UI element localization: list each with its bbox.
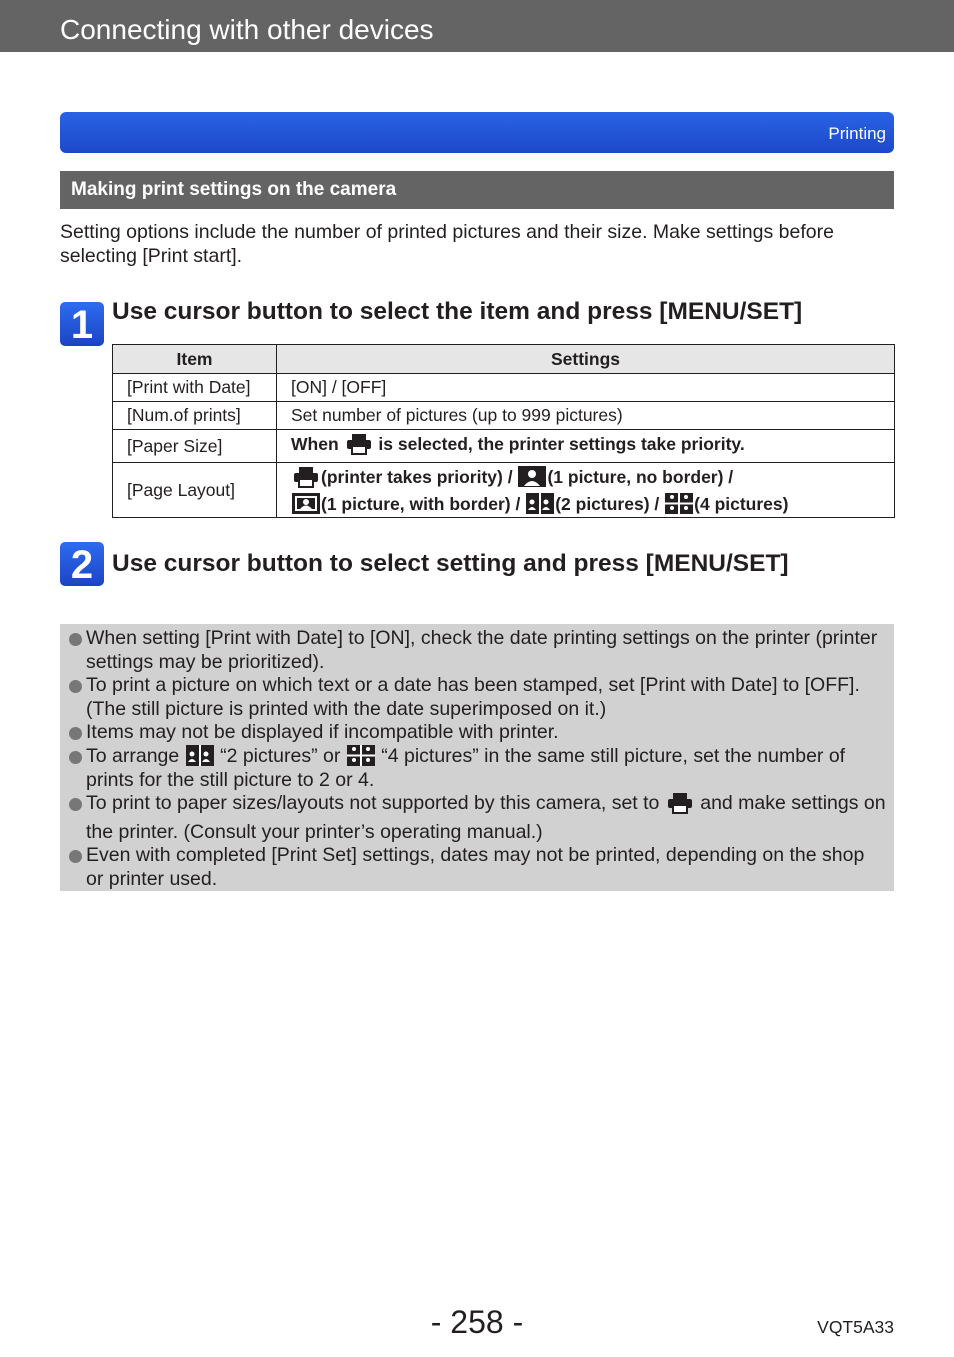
bullet-icon: [69, 850, 82, 863]
table-header-item: Item: [113, 345, 277, 374]
table-cell-item: [Page Layout]: [113, 463, 277, 518]
list-item: [69, 792, 886, 844]
step-1-title: Use cursor button to select the item and press [MENU/SET]: [112, 298, 803, 325]
note-text: Even with completed [Print Set] settings, dates may not be printed, depending on the shop or printer used.: [86, 844, 865, 890]
bullet-icon: [69, 751, 82, 764]
note-text: When setting [Print with Date] to [ON], check the date printing settings on the printer (printer settings may be prioritized).: [86, 627, 878, 673]
page-header: [0, 0, 954, 52]
list-item: [69, 721, 886, 745]
layout-1-border-icon: [292, 493, 320, 514]
table-cell-item: [Num.of prints]: [113, 402, 277, 430]
table-cell-setting: Set number of pictures (up to 999 pictures): [277, 402, 895, 430]
layout-2-icon: [526, 493, 554, 514]
list-item: [69, 627, 886, 674]
notes-box: [60, 624, 894, 891]
note-text: and make settings on the printer. (Consult your printer’s operating manual.): [86, 792, 886, 843]
paper-size-when: When: [291, 433, 339, 454]
table-cell-setting: [ON] / [OFF]: [277, 374, 895, 402]
table-row: [113, 374, 895, 402]
subheading: Making print settings on the camera: [71, 179, 397, 200]
table-cell-setting: [277, 463, 895, 518]
paper-size-note: is selected, the printer settings take priority.: [378, 433, 745, 454]
table-row: [113, 430, 895, 463]
intro-paragraph: Setting options include the number of printed pictures and their size. Make settings before selecting [Print start].: [60, 221, 834, 267]
page-number: - 258 -: [430, 1304, 524, 1340]
layout-option-1-no-border: (1 picture, no border) /: [547, 466, 734, 487]
note-text: Items may not be displayed if incompatible with printer.: [86, 721, 559, 744]
note-text: “4 pictures” in the same still picture, set the number of prints for the still picture to 2 or 4.: [86, 744, 846, 791]
page-header-title: Connecting with other devices: [60, 14, 434, 45]
note-text: To print to paper sizes/layouts not supported by this camera, set to: [86, 792, 660, 815]
step-1-number: 1: [70, 303, 94, 347]
step-2-number: 2: [70, 543, 94, 587]
printer-icon: [293, 466, 319, 493]
note-text: To print a picture on which text or a date has been stamped, set [Print with Date] to [OFF]. (The still picture is printed with the date superimposed on it.): [86, 674, 860, 720]
layout-4-icon: [347, 745, 375, 766]
table-cell-setting: [277, 430, 895, 463]
bullet-icon: [69, 633, 82, 646]
layout-option-1-border: (1 picture, with border) /: [321, 493, 521, 514]
section-bar: [60, 112, 894, 153]
layout-option-4: (4 pictures): [694, 493, 789, 514]
list-item: [69, 674, 886, 721]
table-cell-item: [Paper Size]: [113, 430, 277, 463]
printer-icon: [667, 792, 693, 821]
layout-1-no-border-icon: [518, 466, 546, 487]
printer-icon: [346, 433, 372, 460]
note-text: “2 pictures” or: [220, 744, 341, 767]
notes-list: [60, 624, 894, 892]
document-code: VQT5A33: [817, 1317, 894, 1337]
layout-2-icon: [186, 745, 214, 766]
table-row: [113, 463, 895, 518]
subheading-bar: [60, 171, 894, 209]
settings-table: [112, 344, 895, 518]
layout-option-printer: (printer takes priority) /: [321, 466, 513, 487]
bullet-icon: [69, 727, 82, 740]
table-header-settings: Settings: [277, 345, 895, 374]
section-label: Printing: [828, 124, 886, 143]
list-item: [69, 745, 886, 792]
note-text: To arrange: [86, 744, 180, 767]
table-row: [113, 402, 895, 430]
step-2-badge: [60, 542, 104, 586]
layout-4-icon: [665, 493, 693, 514]
step-1-badge: [60, 302, 104, 346]
step-2-title: Use cursor button to select setting and press [MENU/SET]: [112, 550, 789, 577]
bullet-icon: [69, 798, 82, 811]
layout-option-2: (2 pictures) /: [555, 493, 660, 514]
table-header-row: [113, 345, 895, 374]
bullet-icon: [69, 680, 82, 693]
table-cell-item: [Print with Date]: [113, 374, 277, 402]
list-item: [69, 844, 886, 891]
